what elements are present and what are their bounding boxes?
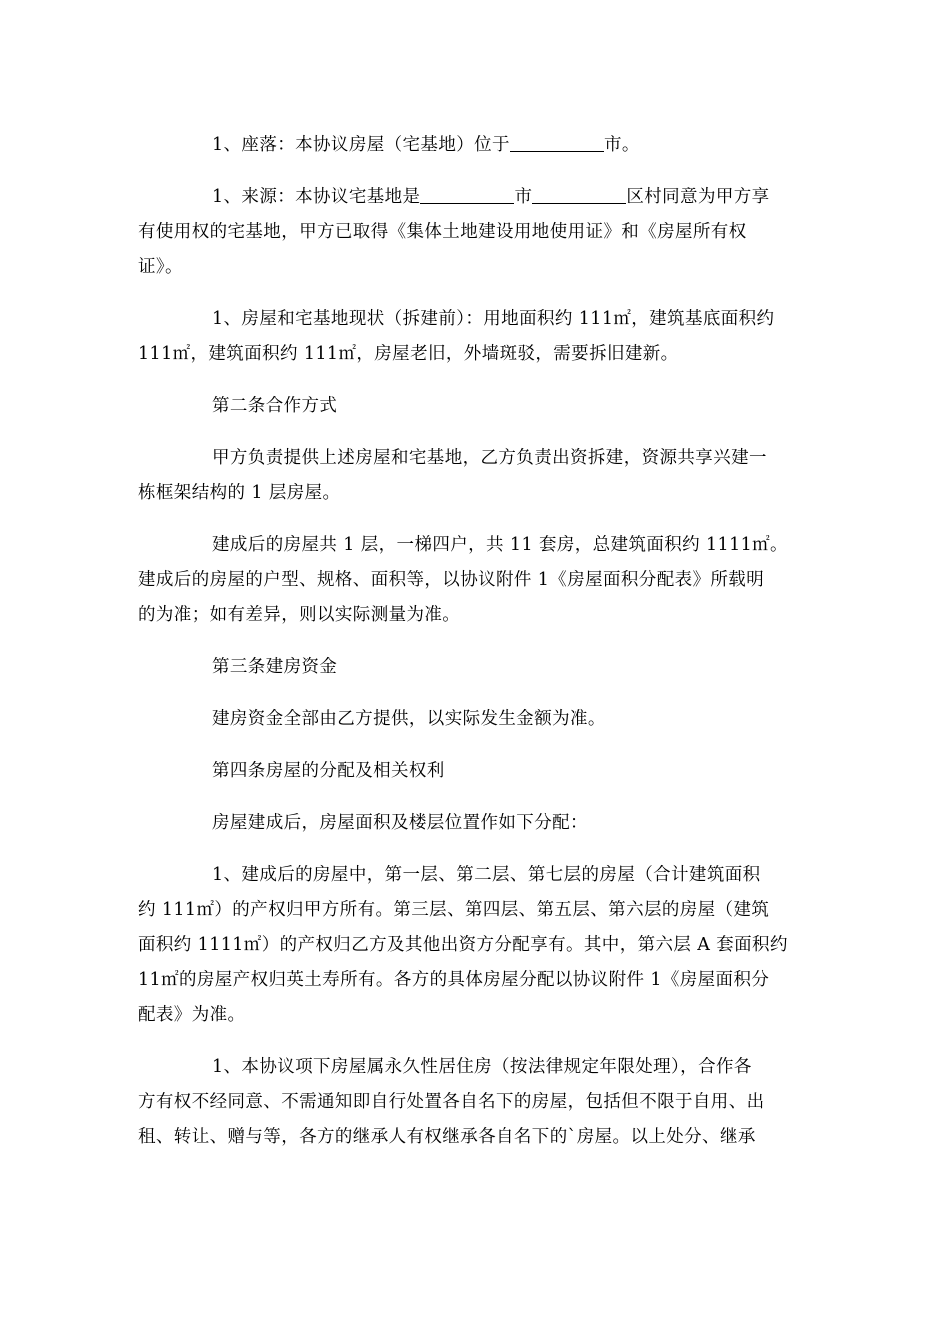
- location-text: 1、座落：本协议房屋（宅基地）位于: [212, 135, 510, 155]
- source-district-blank: [532, 181, 626, 204]
- source-line-1: [138, 180, 810, 215]
- source-line-2: 有使用权的宅基地，甲方已取得《集体土地建设用地使用证》和《房屋所有权: [138, 222, 747, 242]
- paragraph-rights: [138, 1050, 810, 1155]
- rights-line-2: 方有权不经同意、不需通知即自行处置各自名下的房屋，包括但不限于自用、出: [138, 1092, 765, 1112]
- cooperation-line-1: 甲方负责提供上述房屋和宅基地，乙方负责出资拆建，资源共享兴建一: [212, 448, 767, 468]
- source-text-a: 1、来源：本协议宅基地是: [212, 187, 421, 207]
- building-line-1: 建成后的房屋共 1 层，一梯四户，共 11 套房，总建筑面积约 1111㎡。: [212, 535, 788, 555]
- source-text-b: 市: [514, 187, 533, 207]
- allocation-line-3: 面积约 1111㎡）的产权归乙方及其他出资方分配享有。其中，第六层 A 套面积约: [138, 935, 788, 955]
- paragraph-funding: 建房资金全部由乙方提供，以实际发生金额为准。: [212, 709, 606, 729]
- allocation-line-2: 约 111㎡）的产权归甲方所有。第三层、第四层、第五层、第六层的房屋（建筑: [138, 900, 770, 920]
- status-line-2: 111㎡，建筑面积约 111㎡，房屋老旧，外墙斑驳，需要拆旧建新。: [138, 344, 679, 364]
- allocation-line-1: 1、建成后的房屋中，第一层、第二层、第七层的房屋（合计建筑面积: [212, 865, 761, 885]
- heading-article-2: 第二条合作方式: [212, 396, 338, 416]
- building-line-2: 建成后的房屋的户型、规格、面积等，以协议附件 1《房屋面积分配表》所载明: [138, 570, 765, 590]
- status-line-1: 1、房屋和宅基地现状（拆建前）：用地面积约 111㎡，建筑基底面积约: [212, 309, 775, 329]
- paragraph-source: [138, 180, 810, 285]
- allocation-line-5: 配表》为准。: [138, 1005, 246, 1025]
- city-blank: [510, 129, 604, 152]
- rights-line-1: 1、本协议项下房屋属永久性居住房（按法律规定年限处理），合作各: [212, 1057, 752, 1077]
- document-page: [138, 128, 810, 1172]
- paragraph-building: [138, 528, 810, 633]
- paragraph-allocation: [138, 858, 810, 1033]
- cooperation-line-2: 栋框架结构的 1 层房屋。: [138, 483, 341, 503]
- building-line-3: 的为准；如有差异，则以实际测量为准。: [138, 605, 461, 625]
- heading-article-4: 第四条房屋的分配及相关权利: [212, 761, 445, 781]
- source-text-c: 区村同意为甲方享: [626, 187, 770, 207]
- paragraph-status: [138, 302, 810, 372]
- paragraph-allocation-intro: 房屋建成后，房屋面积及楼层位置作如下分配：: [212, 813, 588, 833]
- rights-line-3: 租、转让、赠与等，各方的继承人有权继承各自名下的`房屋。以上处分、继承: [138, 1127, 756, 1147]
- source-city-blank: [420, 181, 514, 204]
- allocation-line-4: 11㎡的房屋产权归英土寿所有。各方的具体房屋分配以协议附件 1《房屋面积分: [138, 970, 770, 990]
- source-line-3: 证》。: [138, 257, 183, 277]
- paragraph-cooperation: [138, 441, 810, 511]
- paragraph-location: [138, 128, 810, 163]
- location-suffix: 市。: [603, 135, 640, 155]
- heading-article-3: 第三条建房资金: [212, 657, 338, 677]
